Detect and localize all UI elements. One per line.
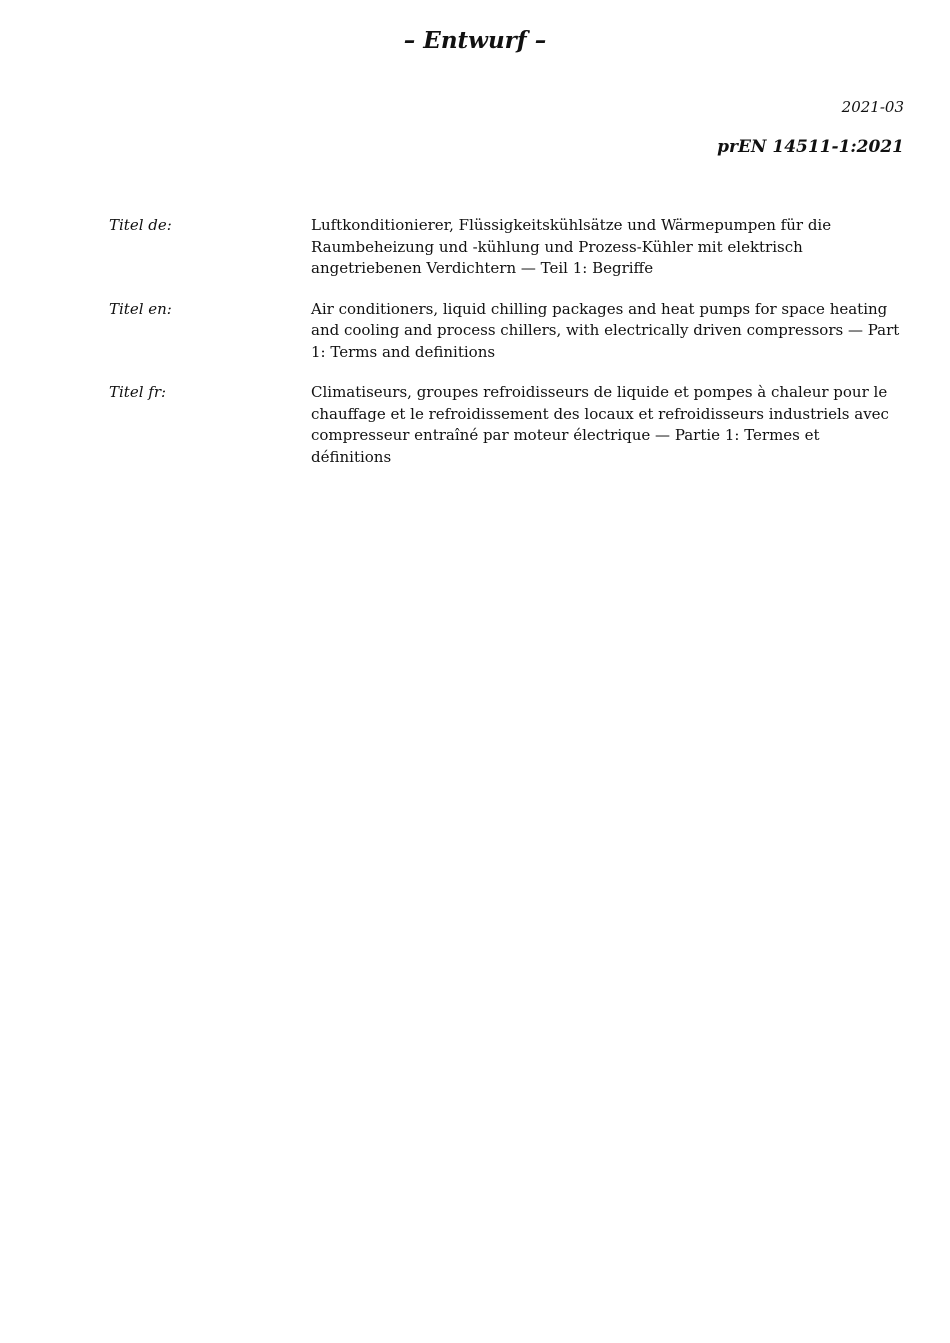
draft-heading: – Entwurf – bbox=[403, 27, 547, 54]
title-text-en: Air conditioners, liquid chilling packages and heat pumps for space heating and cooling and process chillers, with electrically driven compressors — Part 1: Terms and definitions bbox=[311, 299, 900, 361]
title-text-de: Luftkonditionierer, Flüssigkeitskühlsätze und Wärmepumpen für die Raumbeheizung und -kühlung und Prozess-Kühler mit elektrisch angetriebenen Verdichtern — Teil 1: Begriffe bbox=[311, 216, 832, 277]
title-label-fr: Titel fr: bbox=[109, 383, 167, 401]
title-text-fr: Climatiseurs, groupes refroidisseurs de liquide et pompes à chaleur pour le chauffage et le refroidissement des locaux et refroidisseurs industriels avec compresseur entraîné par moteur électrique — Partie 1: Termes et définitions bbox=[311, 383, 889, 466]
title-row-fr bbox=[109, 382, 904, 468]
title-list bbox=[109, 215, 904, 487]
title-row-en bbox=[109, 299, 904, 364]
title-label-en: Titel en: bbox=[109, 299, 172, 318]
title-row-de bbox=[109, 215, 904, 280]
document-number: prEN 14511-1:2021 bbox=[717, 137, 904, 157]
title-label-de: Titel de: bbox=[109, 216, 172, 234]
document-date: 2021-03 bbox=[841, 98, 904, 116]
